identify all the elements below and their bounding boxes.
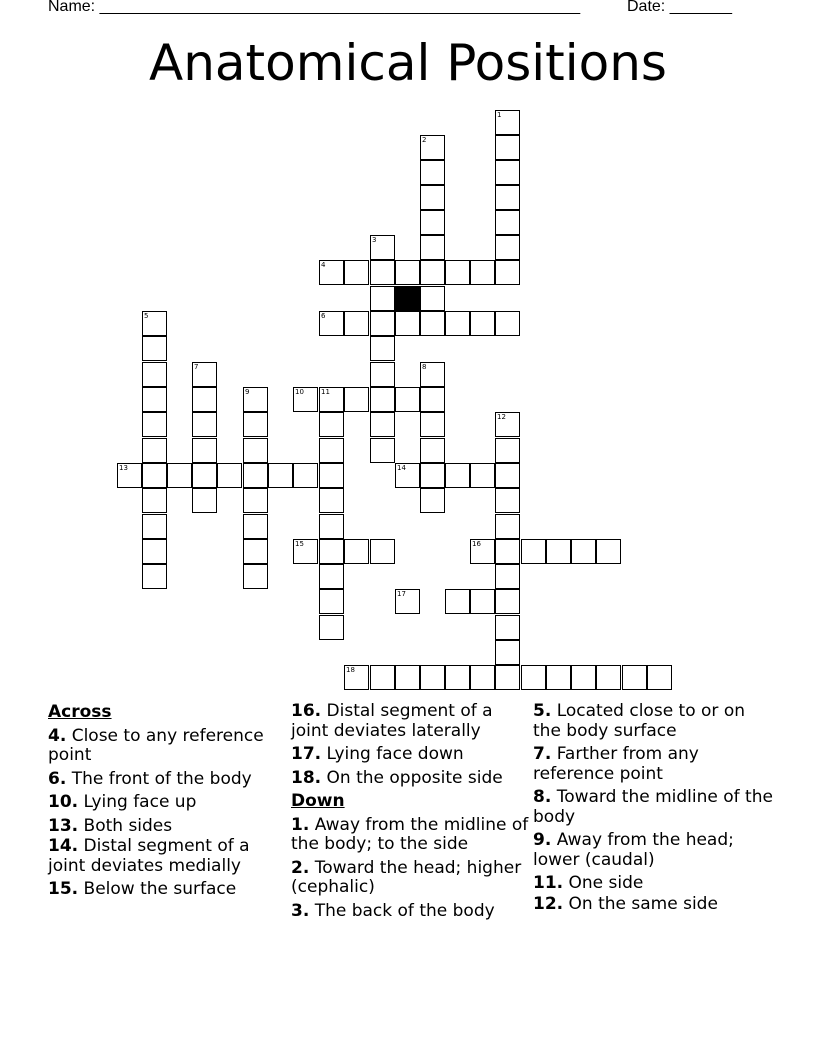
grid-cell[interactable] [243,539,268,564]
grid-cell[interactable] [470,311,495,336]
grid-cell[interactable] [217,463,242,488]
grid-cell[interactable] [596,539,621,564]
grid-cell[interactable] [319,514,344,539]
grid-cell[interactable] [243,488,268,513]
grid-cell[interactable] [142,362,167,387]
grid-cell[interactable] [420,286,445,311]
grid-cell[interactable] [293,463,318,488]
grid-cell[interactable] [370,260,395,285]
grid-cell-12[interactable] [495,412,520,437]
grid-cell[interactable] [420,463,445,488]
grid-cell[interactable] [470,260,495,285]
grid-cell-1[interactable] [495,110,520,135]
clue-down-2: 2. Toward the head; higher (cephalic) [291,857,522,897]
grid-cell[interactable] [192,412,217,437]
grid-cell-8[interactable] [420,362,445,387]
grid-cell[interactable] [370,286,395,311]
clue-down-12: 12. On the same side [533,893,718,914]
grid-cell[interactable] [370,362,395,387]
grid-cell[interactable] [470,589,495,614]
grid-cell[interactable] [370,539,395,564]
cell-number: 2 [422,136,427,144]
grid-cell[interactable] [495,135,520,160]
cell-number: 6 [321,312,326,320]
clue-across-15: 15. Below the surface [48,879,237,899]
grid-cell[interactable] [521,539,546,564]
grid-cell[interactable] [571,539,596,564]
grid-cell[interactable] [571,665,596,690]
grid-cell[interactable] [495,488,520,513]
grid-cell[interactable] [268,463,293,488]
grid-cell[interactable] [495,564,520,589]
cell-number: 5 [144,312,149,320]
grid-cell[interactable] [420,311,445,336]
grid-cell[interactable] [546,665,571,690]
grid-cell[interactable] [495,160,520,185]
grid-cell-17[interactable] [395,589,420,614]
grid-cell[interactable] [420,210,445,235]
cell-number: 13 [119,464,128,472]
grid-cell-14[interactable] [395,463,420,488]
clue-across-14: 14. Distal segment of a joint deviates medially [48,836,250,876]
grid-cell-11[interactable] [319,387,344,412]
grid-cell[interactable] [395,387,420,412]
grid-cell[interactable] [319,438,344,463]
clue-across-16: 16. Distal segment of a joint deviates laterally [291,701,493,741]
grid-cell[interactable] [344,260,369,285]
grid-cell-4[interactable] [319,260,344,285]
grid-cell[interactable] [370,665,395,690]
clues-column-1 [48,702,288,904]
cell-number: 8 [422,363,427,371]
cell-number: 3 [372,236,377,244]
grid-cell[interactable] [470,463,495,488]
grid-cell[interactable] [495,615,520,640]
grid-cell[interactable] [370,412,395,437]
grid-cell[interactable] [420,260,445,285]
grid-cell[interactable] [495,235,520,260]
grid-cell[interactable] [420,160,445,185]
grid-cell[interactable] [596,665,621,690]
grid-cell[interactable] [142,514,167,539]
clue-across-13: 13. Both sides [48,815,173,836]
grid-cell[interactable] [420,235,445,260]
grid-cell-9[interactable] [243,387,268,412]
grid-cell[interactable] [319,615,344,640]
grid-cell[interactable] [495,185,520,210]
grid-cell[interactable] [445,589,470,614]
grid-cell[interactable] [470,665,495,690]
grid-cell[interactable] [647,665,672,690]
clues-column-3 [533,702,773,918]
grid-cell-2[interactable] [420,135,445,160]
grid-cell[interactable] [142,564,167,589]
grid-cell[interactable] [546,539,571,564]
grid-cell[interactable] [495,665,520,690]
grid-cell[interactable] [495,589,520,614]
clue-across-10: 10. Lying face up [48,792,197,812]
grid-cell[interactable] [395,260,420,285]
grid-cell[interactable] [495,210,520,235]
grid-cell[interactable] [319,539,344,564]
cell-number: 14 [397,464,406,472]
grid-cell[interactable] [167,463,192,488]
grid-cell-10[interactable] [293,387,318,412]
grid-cell-15[interactable] [293,539,318,564]
grid-cell-7[interactable] [192,362,217,387]
grid-cell[interactable] [395,311,420,336]
grid-cell[interactable] [445,463,470,488]
grid-cell-13[interactable] [117,463,142,488]
grid-cell[interactable] [319,463,344,488]
grid-cell[interactable] [445,311,470,336]
cell-number: 11 [321,388,330,396]
grid-cell[interactable] [622,665,647,690]
grid-cell[interactable] [192,488,217,513]
grid-cell[interactable] [142,336,167,361]
grid-cell-18[interactable] [344,665,369,690]
cell-number: 17 [397,590,406,598]
grid-cell[interactable] [243,463,268,488]
cell-number: 18 [346,666,355,674]
grid-cell[interactable] [344,311,369,336]
grid-cell[interactable] [420,387,445,412]
grid-cell[interactable] [495,640,520,665]
clue-across-18: 18. On the opposite side [291,767,503,788]
cell-number: 10 [295,388,304,396]
cell-number: 1 [497,111,502,119]
grid-cell-5[interactable] [142,311,167,336]
clue-down-8: 8. Toward the midline of the body [533,787,773,827]
clue-down-5: 5. Located close to or on the body surface [533,701,745,741]
cell-number: 7 [194,363,199,371]
grid-cell[interactable] [370,438,395,463]
clue-across-6: 6. The front of the body [48,768,252,789]
grid-cell[interactable] [344,387,369,412]
grid-cell[interactable] [521,665,546,690]
grid-block-cell [395,286,420,311]
grid-cell[interactable] [142,463,167,488]
grid-cell[interactable] [395,665,420,690]
grid-cell[interactable] [142,488,167,513]
grid-cell[interactable] [495,463,520,488]
grid-cell[interactable] [319,412,344,437]
grid-cell[interactable] [319,589,344,614]
grid-cell[interactable] [142,539,167,564]
down-heading: Down [291,791,345,811]
grid-cell[interactable] [142,438,167,463]
grid-cell[interactable] [495,260,520,285]
name-field: Name: ______________________________________________________ [48,0,581,15]
grid-cell[interactable] [192,463,217,488]
grid-cell[interactable] [243,438,268,463]
grid-cell[interactable] [370,336,395,361]
across-heading: Across [48,702,112,722]
grid-cell[interactable] [420,665,445,690]
cell-number: 12 [497,413,506,421]
date-field: Date: _______ [627,0,732,15]
grid-cell[interactable] [420,185,445,210]
grid-cell[interactable] [420,412,445,437]
grid-cell-16[interactable] [470,539,495,564]
grid-cell[interactable] [344,539,369,564]
grid-cell[interactable] [192,387,217,412]
clue-across-4: 4. Close to any reference point [48,725,264,765]
grid-cell[interactable] [495,514,520,539]
grid-cell[interactable] [243,514,268,539]
grid-cell[interactable] [445,260,470,285]
page-title: Anatomical Positions [149,34,667,92]
grid-cell[interactable] [243,412,268,437]
clues-column-2 [291,702,531,925]
grid-cell[interactable] [319,564,344,589]
cell-number: 9 [245,388,250,396]
grid-cell-6[interactable] [319,311,344,336]
grid-cell[interactable] [370,311,395,336]
grid-cell[interactable] [142,412,167,437]
clue-down-7: 7. Farther from any reference point [533,744,699,784]
cell-number: 4 [321,261,326,269]
clue-down-3: 3. The back of the body [291,900,495,921]
grid-cell[interactable] [142,387,167,412]
grid-cell[interactable] [495,311,520,336]
grid-cell[interactable] [243,564,268,589]
grid-cell[interactable] [445,665,470,690]
grid-cell[interactable] [370,387,395,412]
clue-across-17: 17. Lying face down [291,744,464,764]
grid-cell[interactable] [420,438,445,463]
grid-cell-3[interactable] [370,235,395,260]
grid-cell[interactable] [495,438,520,463]
cell-number: 15 [295,540,304,548]
grid-cell[interactable] [495,539,520,564]
clue-down-1: 1. Away from the midline of the body; to the side [291,814,529,854]
grid-cell[interactable] [192,438,217,463]
grid-cell[interactable] [319,488,344,513]
clue-down-11: 11. One side [533,873,644,893]
cell-number: 16 [472,540,481,548]
clue-down-9: 9. Away from the head; lower (caudal) [533,830,734,870]
grid-cell[interactable] [420,488,445,513]
